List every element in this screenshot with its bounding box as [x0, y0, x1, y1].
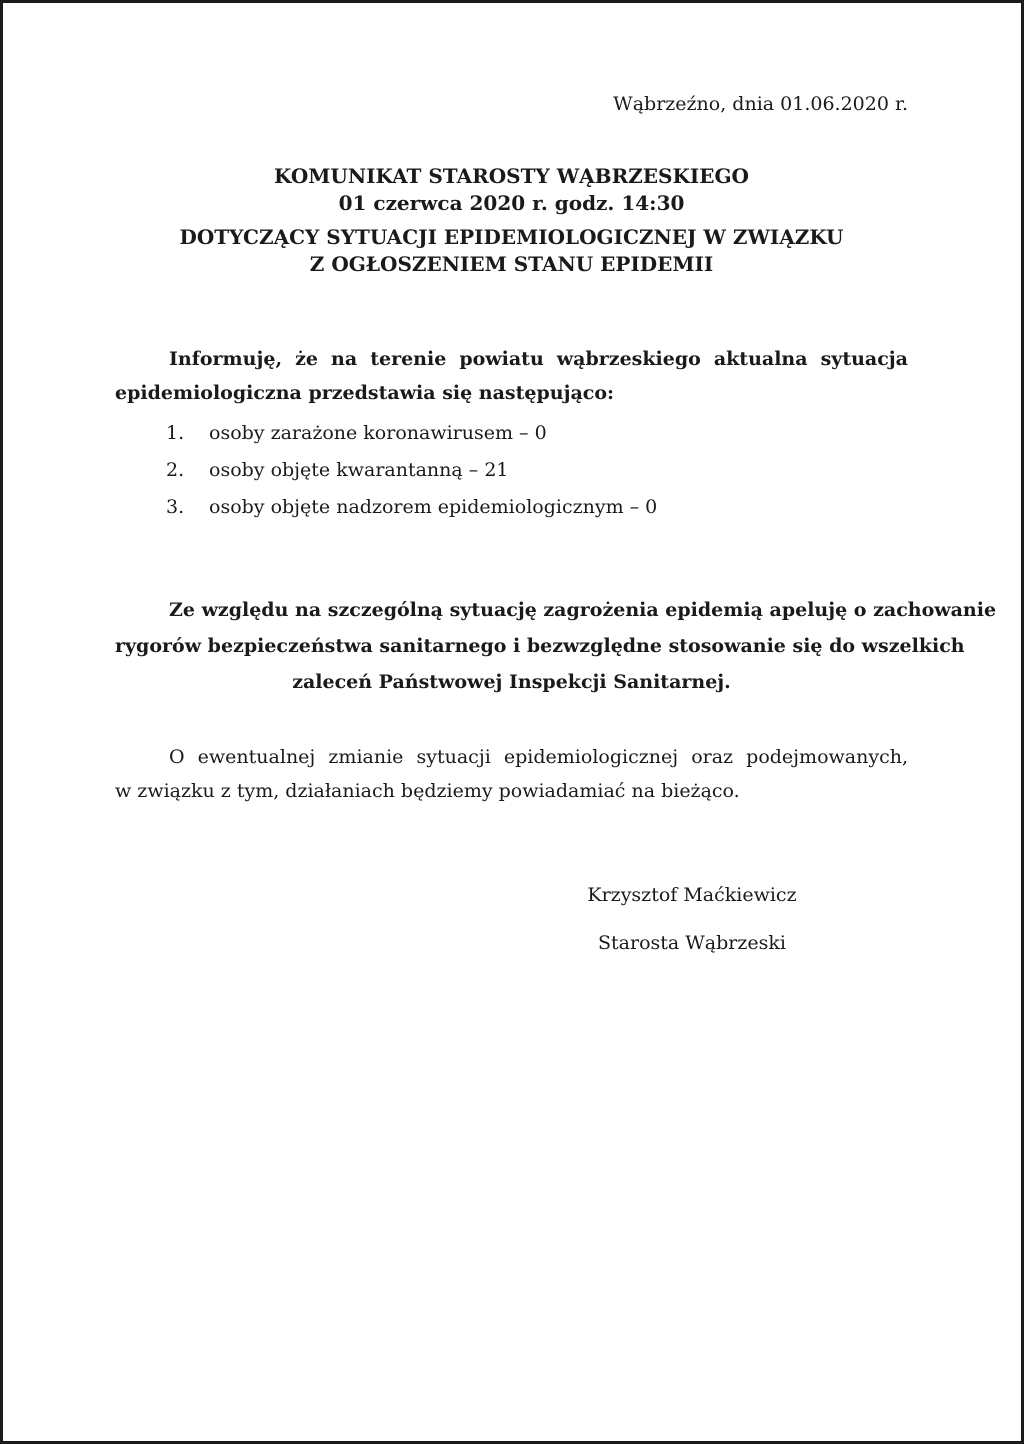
signature-name: Krzysztof Maćkiewicz [587, 884, 797, 906]
appeal-paragraph-line-2: rygorów bezpieczeństwa sanitarnego i bezwzględne stosowanie się do wszelkich [115, 635, 965, 657]
update-note-paragraph [115, 740, 908, 808]
title-line-1: KOMUNIKAT STAROSTY WĄBRZESKIEGO [274, 164, 749, 188]
list-item [115, 489, 908, 526]
list-item [115, 452, 908, 489]
subtitle-line-1: DOTYCZĄCY SYTUACJI EPIDEMIOLOGICZNEJ W ZWIĄZKU [179, 225, 844, 249]
list-item-number: 1. [166, 422, 185, 444]
signature-role: Starosta Wąbrzeski [598, 932, 786, 954]
appeal-paragraph-line-1: Ze względu na szczególną sytuację zagrożenia epidemią apeluję o zachowanie [169, 599, 997, 621]
list-item [115, 415, 908, 452]
document-title [115, 163, 908, 217]
list-item-text: osoby objęte kwarantanną – 21 [209, 459, 509, 481]
date-line: Wąbrzeźno, dnia 01.06.2020 r. [613, 93, 908, 115]
document-content [3, 91, 1021, 1444]
list-item-text: osoby objęte nadzorem epidemiologicznym – 0 [209, 496, 658, 518]
intro-paragraph-line-2: epidemiologiczna przedstawia się następująco: [115, 382, 615, 404]
subtitle-line-2: Z OGŁOSZENIEM STANU EPIDEMII [309, 252, 714, 276]
document-subtitle [115, 224, 908, 278]
title-line-2: 01 czerwca 2020 r. godz. 14:30 [338, 191, 685, 215]
update-note-line-2: w związku z tym, działaniach będziemy powiadamiać na bieżąco. [115, 780, 740, 802]
list-item-number: 2. [166, 459, 185, 481]
appeal-paragraph-line-3: zaleceń Państwowej Inspekcji Sanitarnej. [292, 671, 731, 693]
epidemic-stats-list [115, 415, 908, 526]
signature-block [512, 882, 872, 956]
intro-paragraph-line-1: Informuję, że na terenie powiatu wąbrzeskiego aktualna sytuacja [169, 348, 908, 370]
list-item-number: 3. [166, 496, 185, 518]
list-item-text: osoby zarażone koronawirusem – 0 [209, 422, 547, 444]
appeal-paragraph [115, 592, 997, 700]
update-note-line-1: O ewentualnej zmianie sytuacji epidemiologicznej oraz podejmowanych, [169, 746, 908, 768]
intro-paragraph [115, 342, 908, 410]
